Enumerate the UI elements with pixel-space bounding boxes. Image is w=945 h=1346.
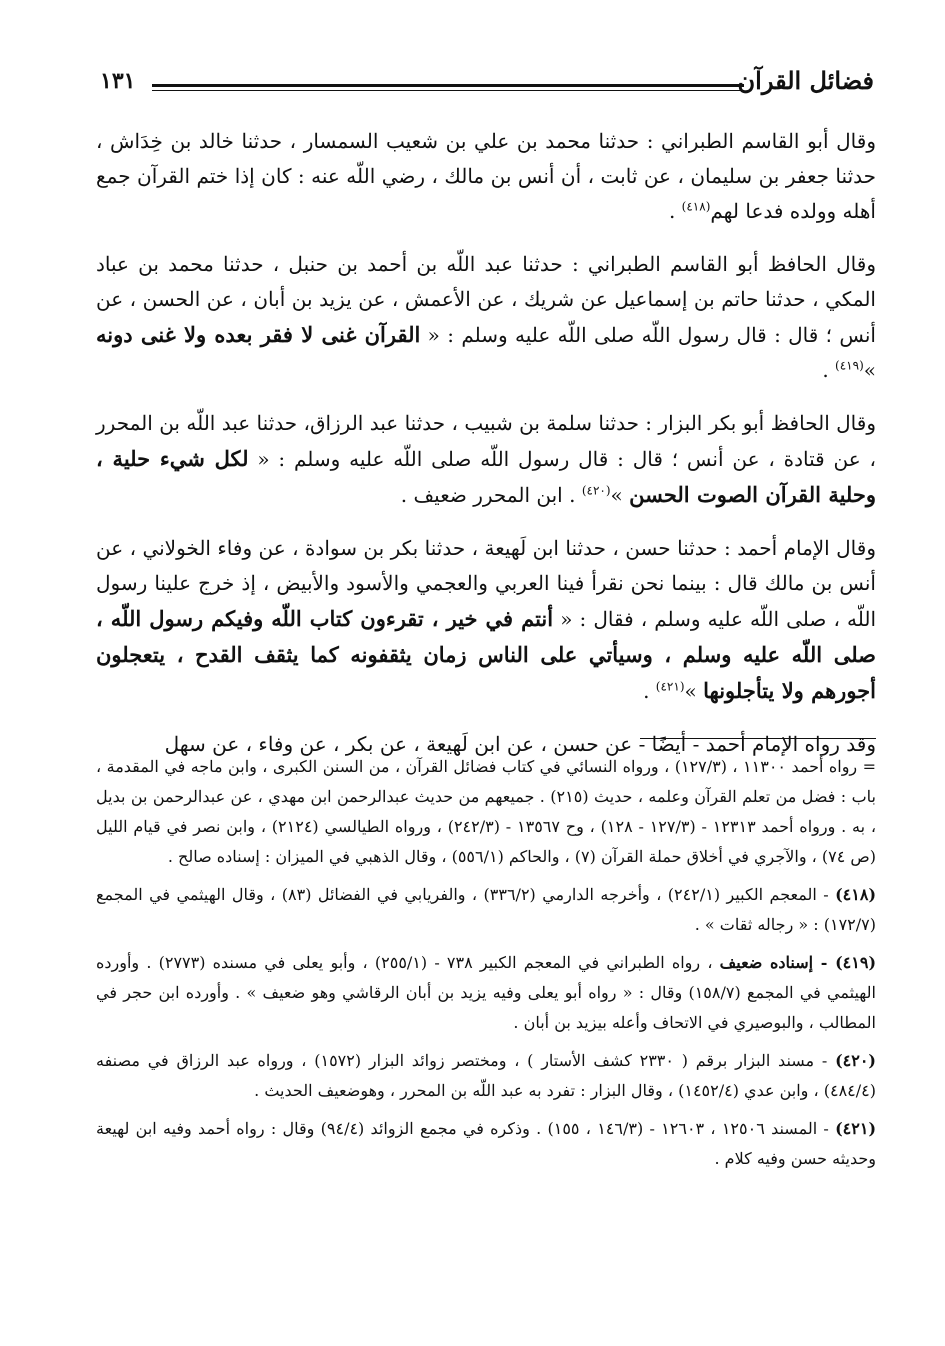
footnotes (96, 752, 876, 1182)
footnote-separator (640, 738, 876, 739)
footnote-text: = رواه أحمد ١١٣٠٠ ، (١٢٧/٣) ، ورواه النسائي في كتاب فضائل القرآن ، من السنن الكبرى ، وابن ماجه في المقدمة ، باب : فضل من تعلم القرآن وعلمه ، حديث (٢١٥) . جميعهم من حديث عبدالرحمن ابن مهدي ، عن عبدالرحمن بن بديل ، به . ورواه أحمد ١٢٣١٣ - (١٢٧/٣ - ١٢٨) ، وح ١٣٥٦٧ - (٢٤٢/٣) ، ورواه الطيالسي (٢١٢٤) ، وابن نصر في قيام الليل (ص ٧٤) ، والآجري في أخلاق حملة القرآن (٧) ، والحاكم (٥٥٦/١) ، وقال الذهبي في الميزان : إسناده صالح . (96, 757, 877, 866)
book-title: فضائل القرآن (737, 66, 874, 95)
footnote-text: - مسند البزار برقم ( ٢٣٣٠ كشف الأستار ) ، ومختصر زوائد البزار (١٥٧٢) ، ورواه عبد الرزاق في مصنفه (٤٨٤/٤) ، وابن عدي (١٤٥٢/٤) ، وقال البزار : تفرد به عبد اللّه بن المحرر ، وهوضعيف الحديث . (96, 1051, 876, 1100)
quote-close: » (610, 483, 630, 507)
running-head (100, 62, 874, 102)
paragraph-text: وقال الحافظ أبو بكر البزار : حدثنا سلمة بن شبيب ، حدثنا عبد الرزاق، حدثنا عبد اللّه بن المحرر ، عن قتادة ، عن أنس ؛ قال : قال رسول اللّه صلى اللّه عليه وسلم : « (96, 411, 876, 471)
footnote-ref: (٤٢١) (655, 679, 685, 694)
header-rule (152, 84, 744, 87)
paragraph-2 (96, 247, 876, 388)
footnote-ref: (٤١٩) (835, 358, 864, 373)
paragraph-text: وقد رواه الإمام أحمد - أيضًا - عن حسن ، عن ابن لَهيعة ، عن بكر ، عن وفاء ، عن سهل (164, 732, 876, 756)
main-text (96, 124, 876, 780)
paragraph-1 (96, 124, 876, 229)
paragraph-tail: . (822, 358, 836, 382)
footnote-ref: (٤١٨) (681, 199, 711, 214)
footnote-continuation (96, 752, 876, 872)
footnote-text: ، رواه الطبراني في المعجم الكبير ٧٣٨ - (٢٥٥/١) ، وأبو يعلى في مسنده (٢٧٧٣) . وأورده الهيثمي في المجمع (١٥٨/٧) وقال : « رواه أبو يعلى وفيه يزيد بن أبان الرقاشي وهو ضعيف » . وأورده ابن حجر في المطالب ، والبوصيري في الاتحاف وأعله بيزيد بن أبان . (96, 953, 876, 1032)
hadith-quote: أنتم في خير ، تقرءون كتاب اللّه وفيكم رسول اللّه ، صلى اللّه عليه وسلم ، وسيأتي على الناس زمان يثقفونه كما يثقف القدح ، يتعجلون أجورهم ولا يتأجلونها (96, 606, 876, 703)
footnote-number: (٤٢١) (835, 1119, 877, 1138)
footnote-text: - المسند ١٢٥٠٦ ، ١٢٦٠٣ - (١٤٦/٣ ، ١٥٥) . وذكره في مجمع الزوائد (٩٤/٤) وقال : رواه أحمد وفيه ابن لهيعة وحديثه حسن وفيه كلام . (96, 1119, 876, 1168)
paragraph-text: وقال أبو القاسم الطبراني : حدثنا محمد بن علي بن شعيب السمسار ، حدثنا خالد بن خِدَاش ، حدثنا جعفر بن سليمان ، عن ثابت ، أن أنس بن مالك ، رضي اللّه عنه : كان إذا ختم القرآن جمع أهله وولده فدعا لهم (96, 129, 876, 223)
hadith-quote: لكل شيء حلية ، وحلية القرآن الصوت الحسن (96, 446, 876, 507)
footnote-number: (٤١٨) (835, 885, 877, 904)
footnote-421 (96, 1114, 876, 1174)
footnote-number: (٤١٩) (835, 953, 877, 972)
footnote-419 (96, 948, 876, 1038)
footnote-grading: - إسناده ضعيف (719, 953, 836, 972)
paragraph-tail: . ابن المحرر ضعيف . (400, 483, 582, 507)
footnote-ref: (٤٢٠) (581, 483, 611, 498)
footnote-420 (96, 1046, 876, 1106)
page-number: ١٣١ (100, 68, 136, 94)
paragraph-text: وقال الإمام أحمد : حدثنا حسن ، حدثنا ابن لَهيعة ، حدثنا بكر بن سوادة ، عن وفاء الخولاني ، عن أنس بن مالك قال : بينما نحن نقرأ فينا العربي والعجمي والأسود والأبيض ، إذ خرج علينا رسول اللّه ، صلى اللّه عليه وسلم ، فقال : « (96, 536, 877, 631)
footnote-number: (٤٢٠) (835, 1051, 876, 1070)
hadith-quote: القرآن غنى لا فقر بعده ولا غنى دونه (96, 322, 421, 347)
paragraph-4 (96, 531, 876, 709)
paragraph-tail: . (643, 679, 656, 703)
footnote-418 (96, 880, 876, 940)
paragraph-3 (96, 406, 876, 513)
paragraph-tail: . (668, 199, 682, 223)
quote-close: » (863, 358, 876, 382)
paragraph-text: وقال الحافظ أبو القاسم الطبراني : حدثنا عبد اللّه بن أحمد بن حنبل ، حدثنا محمد بن عباد المكي ، حدثنا حاتم بن إسماعيل عن شريك ، عن الأعمش ، عن يزيد بن أبان ، عن الحسن ، عن أنس ؛ قال : قال رسول اللّه صلى اللّه عليه وسلم : « (96, 252, 876, 347)
quote-close: » (684, 679, 704, 703)
footnote-text: - المعجم الكبير (٢٤٢/١) ، وأخرجه الدارمي (٣٣٦/٢) ، والفريابي في الفضائل (٨٣) ، وقال الهيثمي في المجمع (١٧٢/٧) : « رجاله ثقات » . (96, 885, 876, 934)
